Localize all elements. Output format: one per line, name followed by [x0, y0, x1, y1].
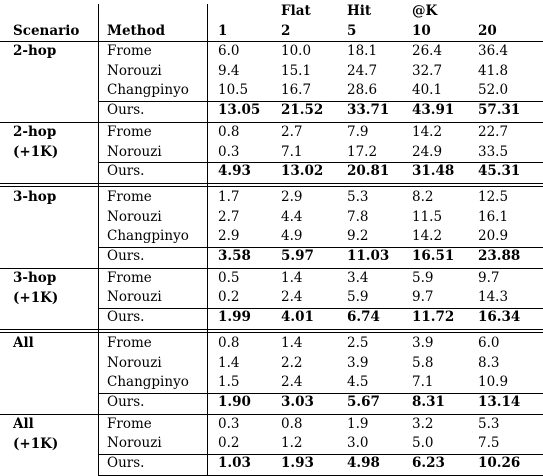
value-cell: 11.72 [412, 309, 455, 326]
value-cell: 1.4 [281, 269, 303, 286]
method-frome: Frome [107, 43, 152, 59]
ours-separator [98, 308, 543, 309]
value-cell: 1.90 [218, 393, 251, 410]
value-cell: 40.1 [412, 82, 443, 99]
value-cell: 1.03 [218, 455, 251, 471]
header-rule [0, 41, 543, 42]
value-cell: 2.4 [281, 374, 303, 391]
value-cell: 14.2 [412, 228, 443, 245]
value-cell: 3.9 [347, 354, 369, 371]
value-cell: 10.5 [218, 82, 249, 99]
method-ours: Ours. [107, 163, 145, 180]
value-cell: 2.4 [281, 289, 303, 306]
method-frome: Frome [107, 188, 152, 205]
value-cell: 52.0 [478, 82, 509, 99]
value-cell: 11.5 [412, 208, 443, 225]
value-cell: 16.7 [281, 82, 312, 99]
value-cell: 15.1 [281, 62, 312, 79]
value-cell: 0.2 [218, 435, 240, 452]
value-cell: 2.9 [281, 188, 303, 205]
value-cell: 41.8 [478, 62, 509, 79]
value-cell: 8.3 [478, 354, 500, 371]
value-cell: 2.2 [281, 354, 303, 371]
scenario-label: 2-hop [13, 123, 57, 140]
value-cell: 23.88 [478, 248, 521, 264]
method-ours: Ours. [107, 455, 145, 471]
ours-separator [98, 393, 543, 394]
group-separator [0, 183, 543, 184]
value-cell: 33.5 [478, 143, 509, 160]
value-cell: 5.3 [347, 188, 369, 205]
value-cell: 9.7 [412, 289, 434, 306]
value-cell: 5.0 [412, 435, 434, 452]
value-cell: 5.3 [478, 415, 500, 432]
value-cell: 24.7 [347, 62, 378, 79]
value-cell: 2.7 [281, 123, 303, 140]
value-cell: 13.02 [281, 163, 324, 180]
method-frome: Frome [107, 334, 152, 351]
value-cell: 1.93 [281, 455, 314, 471]
header-k-1: 1 [218, 23, 228, 39]
header-top-label: Hit [347, 3, 372, 19]
value-cell: 43.91 [412, 102, 455, 119]
value-cell: 3.03 [281, 393, 314, 410]
method-ours: Ours. [107, 248, 145, 264]
value-cell: 31.48 [412, 163, 455, 180]
value-cell: 16.51 [412, 248, 455, 264]
value-cell: 1.5 [218, 374, 240, 391]
value-cell: 6.0 [218, 43, 240, 59]
value-cell: 1.2 [281, 435, 303, 452]
value-cell: 9.7 [478, 269, 500, 286]
method-ours: Ours. [107, 309, 145, 326]
value-cell: 45.31 [478, 163, 521, 180]
header-k-20: 20 [478, 23, 497, 39]
value-cell: 22.7 [478, 123, 509, 140]
value-cell: 3.58 [218, 248, 251, 264]
scenario-label: 2-hop [13, 43, 57, 59]
value-cell: 0.2 [218, 289, 240, 306]
method-ours: Ours. [107, 393, 145, 410]
scenario-label: (+1K) [13, 143, 59, 160]
method-frome: Frome [107, 123, 152, 140]
vertical-rule-values [207, 4, 208, 476]
value-cell: 7.1 [412, 374, 434, 391]
value-cell: 26.4 [412, 43, 443, 59]
method-changpinyo: Changpinyo [107, 374, 189, 391]
value-cell: 24.9 [412, 143, 443, 160]
scenario-label: All [13, 415, 34, 432]
value-cell: 0.5 [218, 269, 240, 286]
value-cell: 0.3 [218, 143, 240, 160]
value-cell: 7.8 [347, 208, 369, 225]
group-separator [0, 268, 543, 269]
group-separator-double [0, 186, 543, 187]
method-norouzi: Norouzi [107, 435, 162, 452]
value-cell: 4.93 [218, 163, 251, 180]
header-k-10: 10 [412, 23, 431, 39]
value-cell: 10.0 [281, 43, 312, 59]
value-cell: 1.9 [347, 415, 369, 432]
value-cell: 6.23 [412, 455, 445, 471]
value-cell: 57.31 [478, 102, 521, 119]
value-cell: 3.2 [412, 415, 434, 432]
value-cell: 4.9 [281, 228, 303, 245]
value-cell: 4.01 [281, 309, 314, 326]
value-cell: 6.74 [347, 309, 380, 326]
method-frome: Frome [107, 269, 152, 286]
value-cell: 16.34 [478, 309, 521, 326]
value-cell: 1.7 [218, 188, 240, 205]
value-cell: 10.26 [478, 455, 521, 471]
value-cell: 20.9 [478, 228, 509, 245]
value-cell: 2.9 [218, 228, 240, 245]
method-norouzi: Norouzi [107, 208, 162, 225]
method-frome: Frome [107, 415, 152, 432]
method-changpinyo: Changpinyo [107, 82, 189, 99]
header-scenario: Scenario [13, 23, 80, 39]
value-cell: 14.3 [478, 289, 509, 306]
value-cell: 36.4 [478, 43, 509, 59]
value-cell: 3.0 [347, 435, 369, 452]
value-cell: 9.4 [218, 62, 240, 79]
group-separator [0, 414, 543, 415]
value-cell: 21.52 [281, 102, 324, 119]
value-cell: 10.9 [478, 374, 509, 391]
value-cell: 0.8 [218, 334, 240, 351]
header-top-label: @K [412, 3, 438, 19]
value-cell: 33.71 [347, 102, 390, 119]
method-changpinyo: Changpinyo [107, 228, 189, 245]
value-cell: 16.1 [478, 208, 509, 225]
value-cell: 7.5 [478, 435, 500, 452]
scenario-label: 3-hop [13, 188, 57, 205]
value-cell: 5.9 [412, 269, 434, 286]
value-cell: 5.9 [347, 289, 369, 306]
value-cell: 28.6 [347, 82, 378, 99]
value-cell: 18.1 [347, 43, 378, 59]
scenario-label: (+1K) [13, 435, 59, 452]
header-top-label: Flat [281, 3, 311, 19]
value-cell: 0.8 [281, 415, 303, 432]
value-cell: 1.99 [218, 309, 251, 326]
value-cell: 2.7 [218, 208, 240, 225]
value-cell: 1.4 [281, 334, 303, 351]
header-k-5: 5 [347, 23, 357, 39]
value-cell: 8.2 [412, 188, 434, 205]
value-cell: 1.4 [218, 354, 240, 371]
value-cell: 7.9 [347, 123, 369, 140]
value-cell: 13.14 [478, 393, 521, 410]
value-cell: 8.31 [412, 393, 445, 410]
value-cell: 17.2 [347, 143, 378, 160]
method-ours: Ours. [107, 102, 145, 119]
value-cell: 20.81 [347, 163, 390, 180]
ours-separator [98, 247, 543, 248]
value-cell: 3.9 [412, 334, 434, 351]
method-norouzi: Norouzi [107, 143, 162, 160]
value-cell: 2.5 [347, 334, 369, 351]
header-method: Method [107, 23, 166, 39]
value-cell: 4.98 [347, 455, 380, 471]
value-cell: 32.7 [412, 62, 443, 79]
value-cell: 5.67 [347, 393, 380, 410]
value-cell: 0.3 [218, 415, 240, 432]
scenario-label: 3-hop [13, 269, 57, 286]
value-cell: 9.2 [347, 228, 369, 245]
value-cell: 4.5 [347, 374, 369, 391]
group-separator [0, 329, 543, 330]
value-cell: 13.05 [218, 102, 261, 119]
value-cell: 4.4 [281, 208, 303, 225]
value-cell: 3.4 [347, 269, 369, 286]
value-cell: 5.8 [412, 354, 434, 371]
header-k-2: 2 [281, 23, 291, 39]
value-cell: 7.1 [281, 143, 303, 160]
value-cell: 12.5 [478, 188, 509, 205]
value-cell: 0.8 [218, 123, 240, 140]
method-norouzi: Norouzi [107, 62, 162, 79]
value-cell: 11.03 [347, 248, 390, 264]
value-cell: 6.0 [478, 334, 500, 351]
ours-separator [98, 454, 543, 455]
vertical-rule-method [98, 4, 99, 476]
method-norouzi: Norouzi [107, 354, 162, 371]
group-separator-double [0, 332, 543, 333]
scenario-label: (+1K) [13, 289, 59, 306]
method-norouzi: Norouzi [107, 289, 162, 306]
value-cell: 14.2 [412, 123, 443, 140]
scenario-label: All [13, 334, 34, 351]
value-cell: 5.97 [281, 248, 314, 264]
group-separator [0, 122, 543, 123]
